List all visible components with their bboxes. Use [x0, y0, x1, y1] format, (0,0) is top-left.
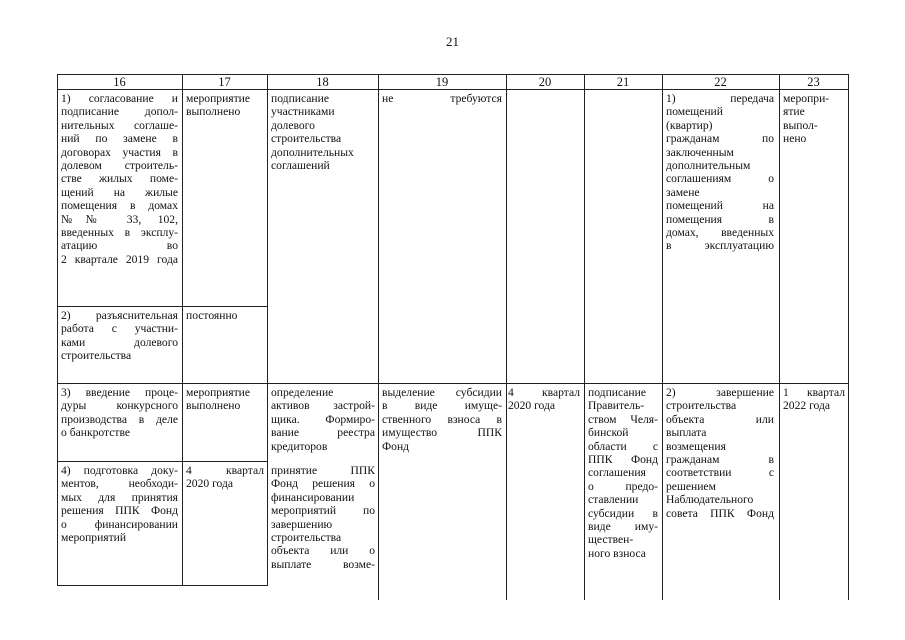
cell-line: ний по замене в: [61, 132, 178, 146]
cell-final-date-3: [783, 386, 845, 413]
cell-line: выполнено: [186, 105, 241, 119]
cell-line: №№ 33, 102,: [61, 212, 178, 226]
header-col-21: 21: [616, 75, 630, 89]
cell-line: в виде имуще-: [382, 399, 502, 413]
cell-line: мероприятие: [186, 386, 251, 399]
header-col-19: 19: [435, 75, 449, 89]
cell-status-1: [186, 92, 264, 119]
cell-line: решения ППК Фонд: [61, 504, 178, 518]
cell-line: виде иму-: [588, 520, 658, 534]
cell-line: строительства: [271, 132, 342, 146]
cell-line: выделение субсидии: [382, 386, 502, 399]
cell-line: Правитель-: [588, 399, 645, 413]
cell-status-2: [186, 309, 264, 322]
cell-line: 4 квартал: [186, 464, 264, 477]
cell-line: ками долевого: [61, 335, 178, 349]
table-bottom-border-left: [57, 585, 267, 586]
cell-line: о финансировании: [61, 517, 178, 531]
cell-line: субсидии в: [588, 506, 658, 520]
cell-result-3: [271, 386, 375, 453]
cell-line: ППК Фонд: [588, 453, 658, 467]
cell-line: мых для принятия: [61, 490, 178, 504]
cell-line: замене: [666, 185, 700, 199]
cell-line: дополнительных: [271, 145, 354, 159]
cell-line: участниками: [271, 105, 335, 119]
cell-line: 2020 года: [508, 399, 556, 413]
cell-line: помещений на: [666, 199, 774, 213]
cell-line: введенных в эксплу-: [61, 226, 178, 240]
cell-line: о предо-: [588, 479, 658, 493]
cell-line: области с: [588, 439, 658, 453]
cell-line: в эксплуатацию: [666, 239, 774, 253]
cell-line: ществен-: [588, 533, 634, 547]
cell-line: щика. Формиро-: [271, 412, 375, 426]
cell-line: определение: [271, 386, 334, 399]
cell-line: 2) завершение: [666, 386, 774, 399]
cell-status-4: [186, 464, 264, 491]
cell-line: 2022 года: [783, 399, 831, 413]
cell-line: 1 квартал: [783, 386, 845, 399]
cell-line: атацию во: [61, 239, 178, 253]
cell-line: совета ППК Фонд: [666, 506, 774, 520]
cell-final-date-1: [783, 92, 843, 146]
cell-line: 1) согласование и: [61, 92, 178, 105]
cell-line: домах, введенных: [666, 226, 774, 240]
col-border-6: [662, 74, 663, 600]
cell-line: выплате возме-: [271, 557, 375, 571]
cell-line: долевого: [271, 118, 315, 132]
cell-line: щений на жилые: [61, 185, 178, 199]
col-border-1: [182, 74, 183, 586]
cell-line: объекта или: [666, 412, 774, 426]
cell-line: нительных соглаше-: [61, 118, 178, 132]
header-bottom-border: [57, 89, 848, 90]
cell-line: 2 квартале 2019 года: [61, 252, 178, 266]
row-divider-2-3: [57, 383, 848, 384]
cell-line: дуры конкурсного: [61, 399, 178, 413]
cell-subsidy-1: [382, 92, 502, 105]
cell-line: нено: [783, 132, 807, 146]
cell-line: (квартир): [666, 118, 713, 132]
header-col-20: 20: [538, 75, 552, 89]
col-border-7: [779, 74, 780, 600]
cell-line: активов застрой-: [271, 399, 375, 413]
cell-line: возмещения: [666, 439, 726, 453]
page-number: 21: [446, 34, 459, 49]
cell-line: производства в деле: [61, 412, 178, 426]
cell-line: имущество ППК: [382, 426, 502, 440]
cell-line: соглашениям о: [666, 172, 774, 186]
cell-line: 3) введение проце-: [61, 386, 178, 399]
cell-line: ятие: [783, 105, 805, 119]
cell-line: ством Челя-: [588, 412, 658, 426]
cell-line: соответствии с: [666, 466, 774, 480]
cell-line: подписание допол-: [61, 105, 178, 119]
cell-line: 1) передача: [666, 92, 774, 105]
cell-measure-3: [61, 386, 178, 440]
cell-agreement-3: [588, 386, 658, 560]
cell-measure-4: [61, 464, 178, 544]
cell-line: выполнено: [186, 399, 241, 413]
cell-measure-1: [61, 92, 178, 266]
cell-line: соглашения: [588, 466, 646, 480]
cell-line: договорах участия в: [61, 145, 178, 159]
header-col-18: 18: [316, 75, 329, 89]
col-border-0: [57, 74, 58, 586]
cell-line: финансировании: [271, 490, 355, 504]
cell-line: подписание: [271, 92, 329, 105]
cell-line: Наблюдательного: [666, 493, 754, 507]
col-border-2: [267, 74, 268, 586]
cell-line: выплата: [666, 426, 707, 440]
row-divider-3-4: [57, 461, 267, 462]
cell-line: Фонд: [382, 439, 410, 453]
cell-line: 4) подготовка доку-: [61, 464, 178, 477]
cell-line: не требуются: [382, 92, 502, 105]
cell-result-1: [271, 92, 375, 172]
cell-line: ственного взноса в: [382, 412, 502, 426]
cell-line: мероприятие: [186, 92, 251, 105]
cell-line: заключенным: [666, 145, 734, 159]
cell-status-3: [186, 386, 264, 413]
cell-line: строительства: [271, 531, 342, 545]
cell-final-result-1: [666, 92, 774, 253]
cell-subsidy-3: [382, 386, 502, 453]
col-border-8: [848, 74, 849, 600]
cell-line: гражданам в: [666, 453, 774, 467]
header-col-23: 23: [807, 75, 820, 89]
cell-line: помещения в: [666, 212, 774, 226]
cell-line: строительства: [666, 399, 737, 413]
cell-line: подписание: [588, 386, 646, 399]
cell-line: помещения в домах: [61, 199, 178, 213]
cell-line: дополнительным: [666, 159, 751, 173]
cell-line: 2020 года: [186, 477, 234, 491]
cell-measure-2: [61, 309, 178, 363]
cell-line: вание реестра: [271, 426, 375, 440]
cell-line: стве жилых поме-: [61, 172, 178, 186]
cell-line: принятие ППК: [271, 464, 375, 477]
cell-line: завершению: [271, 517, 333, 531]
cell-line: меропри-: [783, 92, 830, 105]
cell-line: долевом строитель-: [61, 159, 178, 173]
cell-final-result-3: [666, 386, 774, 520]
cell-line: соглашений: [271, 159, 330, 173]
header-col-17: 17: [218, 75, 231, 89]
header-col-16: 16: [113, 75, 126, 89]
cell-line: бинской: [588, 426, 629, 440]
cell-line: 4 квартал: [508, 386, 580, 399]
cell-line: постоянно: [186, 309, 238, 322]
cell-line: работа с участни-: [61, 322, 178, 336]
cell-line: мероприятий по: [271, 504, 375, 518]
col-border-4: [506, 74, 507, 600]
cell-line: ставлении: [588, 493, 639, 507]
cell-line: мероприятий: [61, 531, 127, 545]
cell-line: Фонд решения о: [271, 477, 375, 491]
cell-line: 2) разъяснительная: [61, 309, 178, 322]
cell-line: решением: [666, 479, 716, 493]
cell-line: объекта или о: [271, 544, 375, 558]
cell-line: кредиторов: [271, 439, 328, 453]
row-divider-1-2: [57, 306, 267, 307]
cell-line: ментов, необходи-: [61, 477, 178, 491]
header-col-22: 22: [714, 75, 727, 89]
cell-line: строительства: [61, 349, 132, 363]
cell-line: помещений: [666, 105, 723, 119]
cell-line: гражданам по: [666, 132, 774, 146]
cell-line: о банкротстве: [61, 426, 130, 440]
cell-line: ного взноса: [588, 546, 646, 560]
col-border-5: [584, 74, 585, 600]
cell-result-4: [271, 464, 375, 571]
col-border-3: [378, 74, 379, 600]
cell-subsidy-date-3: [508, 386, 580, 413]
cell-line: выпол-: [783, 118, 818, 132]
